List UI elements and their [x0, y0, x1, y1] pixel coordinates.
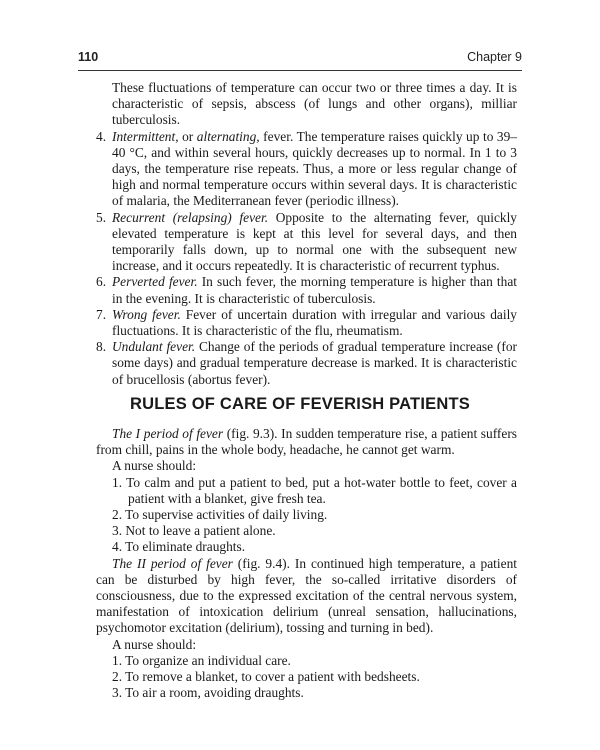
care-step: 3. Not to leave a patient alone.: [112, 523, 276, 539]
fever-type-term: Intermittent: [112, 128, 176, 144]
fever-type-item: 7. Wrong fever. Fever of uncertain duration with irregular and various daily fluctuations. It is characteristic of the flu, rheumatism.: [96, 306, 517, 339]
care-step: 1. To organize an individual care.: [112, 652, 291, 668]
section-heading: RULES OF CARE OF FEVERISH PATIENTS: [130, 395, 470, 413]
fever-type-term: Wrong fever.: [112, 306, 181, 322]
nurse-should-label: A nurse should:: [112, 636, 197, 652]
care-step: 3. To air a room, avoiding draughts.: [112, 685, 304, 701]
care-rules-section: [96, 426, 517, 701]
fever-type-term: Recurrent (relapsing) fever.: [112, 209, 269, 225]
period-two-label: The II period of fever: [112, 555, 233, 571]
period-two-steps: [96, 653, 517, 702]
fever-type-item: 8. Undulant fever. Change of the periods of gradual temperature increase (for some days) and gradual temperature decrease is marked. It is characteristic of brucellosis (abortus fever).: [96, 339, 517, 387]
care-step: 1. To calm and put a patient to bed, put a hot-water bottle to feet, cover a patient with a blanket, give fresh tea.: [112, 474, 517, 506]
fever-type-term: alternating,: [196, 128, 260, 144]
page-number: 110: [78, 50, 99, 64]
fever-type-term: Perverted fever.: [112, 274, 198, 290]
running-header: [78, 50, 522, 72]
period-one-label: The I period of fever: [112, 426, 224, 441]
fever-types-list: [96, 80, 517, 388]
care-step: 2. To remove a blanket, to cover a patient with bedsheets.: [112, 669, 420, 685]
nurse-should-label: A nurse should:: [112, 458, 197, 474]
period-one-steps: [96, 475, 517, 556]
period-one-paragraph: The I period of fever (fig. 9.3). In sudden temperature rise, a patient suffers from chill, pains in the whole body, headache, he cannot get warm.: [96, 426, 517, 458]
fever-type-term: Undulant fever.: [112, 339, 196, 355]
period-two-paragraph: The II period of fever (fig. 9.4). In continued high temperature, a patient can be disturbed by high fever, the so-called irritative disorders of consciousness, due to the expressed excitation of the central nervous system, manifestation of intoxication delirium (unreal sensation, hallucinations, psychomotor excitation (delirium), tossing and turning in bed).: [96, 555, 517, 636]
fever-type-item: 6. Perverted fever. In such fever, the morning temperature is higher than that in the evening. It is characteristic of tuberculosis.: [96, 274, 517, 306]
chapter-title: Chapter 9: [467, 50, 522, 64]
care-step: 2. To supervise activities of daily living.: [112, 507, 328, 523]
continuation-paragraph: These fluctuations of temperature can occur two or three times a day. It is characteristic of sepsis, abscess (of lungs and other organs), milliar tuberculosis.: [112, 80, 517, 128]
header-divider: [78, 70, 522, 71]
fever-type-item: 4. Intermittent, or alternating, fever. The temperature raises quickly up to 39–40 °C, and within several hours, quickly decreases up to normal. In 1 to 3 days, the temperature rise repeats. Thus, a more or less regular change of high and normal temperature occurs within several days. It is characteristic of malaria, the Mediterranean fever (periodic illness).: [96, 128, 517, 209]
care-step: 4. To eliminate draughts.: [112, 539, 246, 555]
fever-type-item: 5. Recurrent (relapsing) fever. Opposite to the alternating fever, quickly elevated temperature is kept at this level for several days, and then temporarily falls down, up to normal one with the subsequent new increase, and it occurs repeatedly. It is characteristic of recurrent typhus.: [96, 209, 517, 274]
